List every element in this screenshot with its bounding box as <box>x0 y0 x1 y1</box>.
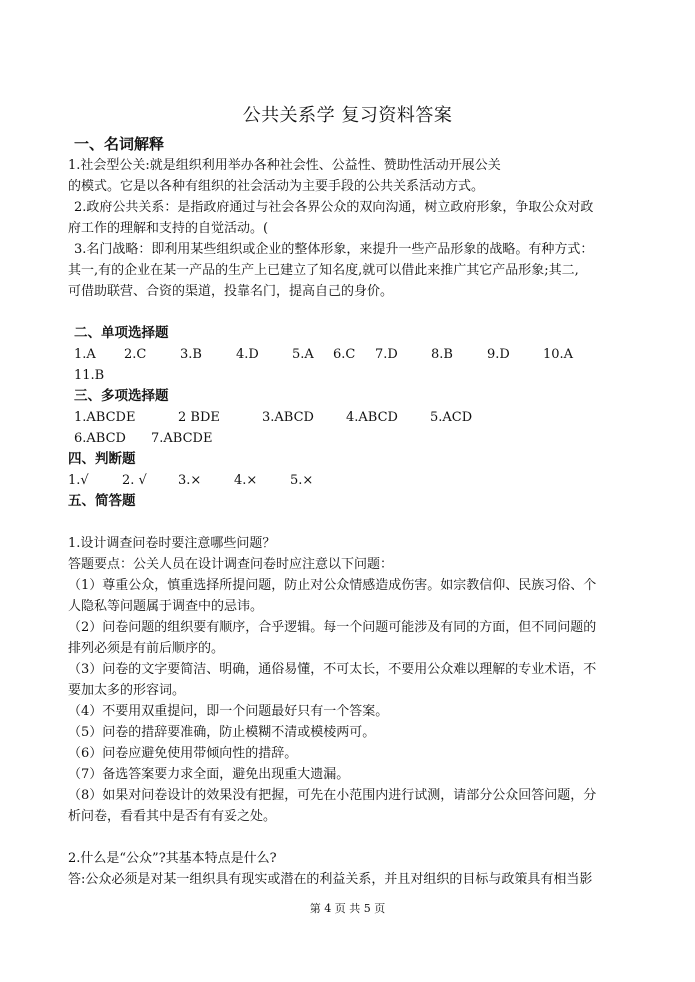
answer-item: 6.C <box>333 347 356 362</box>
answer-item: 9.D <box>487 347 510 362</box>
answer-item: 3.B <box>180 347 202 362</box>
paragraph-line: （8）如果对问卷设计的效果没有把握，可先在小范围内进行试测，请部分公众回答问题，分 <box>68 788 597 803</box>
section-heading-definitions: 一、名词解释 <box>74 135 165 153</box>
answer-item: 1.A <box>74 347 96 362</box>
answer-item: 10.A <box>543 347 574 362</box>
paragraph-line: 的模式。它是以各种有组织的社会活动为主要手段的公共关系活动方式。 <box>68 179 485 194</box>
section-heading-multiple-choice: 三、多项选择题 <box>74 388 169 404</box>
answer-item: 3.ABCD <box>262 410 314 425</box>
paragraph-line: 其一,有的企业在某一产品的生产上已建立了知名度,就可以借此来推广其它产品形象;其二, <box>68 263 579 278</box>
paragraph-line: 人隐私等问题属于调查中的忌讳。 <box>68 599 264 614</box>
paragraph-line: 排列必须是有前后顺序的。 <box>68 641 225 656</box>
paragraph-line: （5）问卷的措辞要准确，防止模糊不清或模棱两可。 <box>68 725 376 740</box>
answer-item: 7.ABCDE <box>151 431 213 446</box>
paragraph-line: （2）问卷问题的组织要有顺序，合乎逻辑。每一个问题可能涉及有同的方面，但不同问题的 <box>68 620 597 635</box>
paragraph-line: 1.社会型公关:就是组织利用举办各种社会性、公益性、赞助性活动开展公关 <box>68 158 501 173</box>
paragraph-line: （1）尊重公众，慎重选择所提问题，防止对公众情感造成伤害。如宗教信仰、民族习俗、个 <box>68 578 597 593</box>
answer-item: 8.B <box>431 347 453 362</box>
paragraph-line: 要加太多的形容词。 <box>68 683 186 698</box>
question-text: 2.什么是“公众”?其基本特点是什么? <box>68 851 277 866</box>
answer-item: 4.ABCD <box>346 410 398 425</box>
answer-intro: 答题要点：公关人员在设计调查问卷时应注意以下问题： <box>68 557 394 572</box>
answer-item: 5.× <box>290 473 314 488</box>
answer-item: 2 BDE <box>178 410 220 425</box>
answer-item: 6.ABCD <box>74 431 126 446</box>
answer-item: 5.A <box>292 347 314 362</box>
page-footer: 第 4 页 共 5 页 <box>309 902 386 915</box>
paragraph-line: 府工作的理解和支持的自觉活动。( <box>68 221 269 236</box>
paragraph-line: （4）不要用双重提问，即一个问题最好只有一个答案。 <box>68 704 389 719</box>
paragraph-line: 答:公众必须是对某一组织具有现实或潜在的利益关系，并且对组织的目标与政策具有相当影 <box>68 872 593 887</box>
answer-item: 2.C <box>124 347 147 362</box>
paragraph-line: （7）备选答案要力求全面，避免出现重大遗漏。 <box>68 767 350 782</box>
section-heading-single-choice: 二、单项选择题 <box>74 325 169 341</box>
paragraph-line: （3）问卷的文字要简洁、明确，通俗易懂，不可太长，不要用公众难以理解的专业术语，不 <box>68 662 597 677</box>
answer-item: 4.× <box>234 473 258 488</box>
answer-row <box>68 407 636 428</box>
document-title: 公共关系学 复习资料答案 <box>242 105 453 126</box>
section-heading-true-false: 四、判断题 <box>68 451 136 467</box>
paragraph-line: 析问卷，看看其中是否有有妥之处。 <box>68 809 277 824</box>
answer-row <box>68 344 636 365</box>
paragraph-line: 可借助联营、合资的渠道，投靠名门，提高自己的身价。 <box>68 284 394 299</box>
answer-item: 7.D <box>375 347 398 362</box>
answer-item: 11.B <box>74 368 105 383</box>
answer-item: 5.ACD <box>430 410 473 425</box>
answer-item: 4.D <box>236 347 259 362</box>
answer-item: 1.ABCDE <box>74 410 136 425</box>
answer-row <box>68 428 636 449</box>
answer-row <box>68 470 636 491</box>
answer-item: 1.√ <box>68 473 89 488</box>
question-text: 1.设计调查问卷时要注意哪些问题？ <box>68 536 276 551</box>
document-body <box>68 134 636 890</box>
answer-item: 2. √ <box>122 473 147 488</box>
paragraph-line: 3.名门战略：即利用某些组织或企业的整体形象，来提升一些产品形象的战略。有种方式： <box>74 242 594 257</box>
answer-item: 3.× <box>178 473 202 488</box>
paragraph-line: 2.政府公共关系：是指政府通过与社会各界公众的双向沟通，树立政府形象，争取公众对政 <box>74 200 594 215</box>
section-heading-short-answer: 五、简答题 <box>68 493 136 509</box>
paragraph-line: （6）问卷应避免使用带倾向性的措辞。 <box>68 746 298 761</box>
